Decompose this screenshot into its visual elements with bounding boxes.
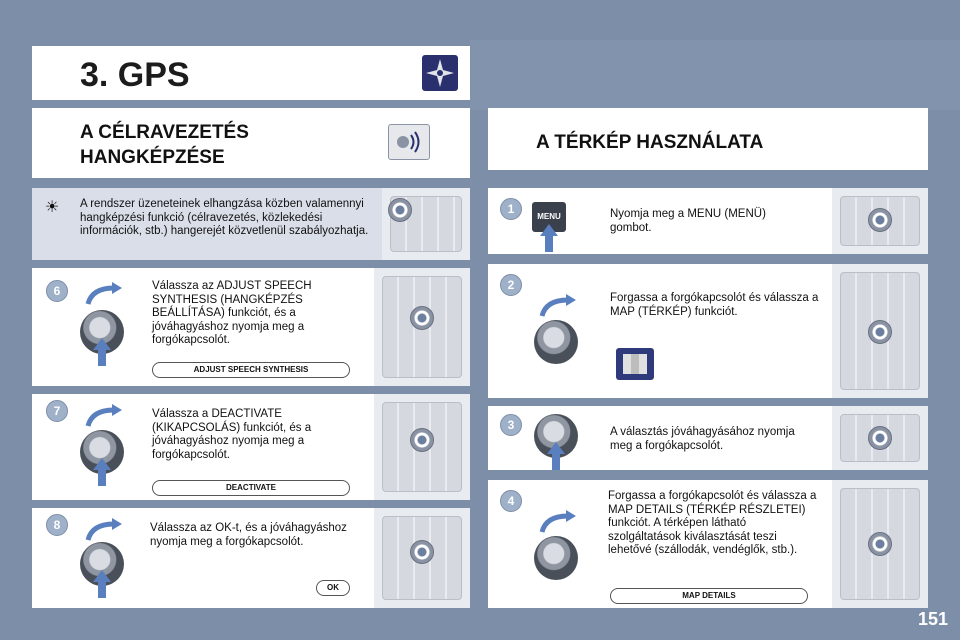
push-arrow-icon [93,458,111,486]
step-number: 7 [46,400,68,422]
rotary-knob [534,536,578,580]
step-box-3 [488,406,928,470]
adjust-speech-synthesis-label: ADJUST SPEECH SYNTHESIS [152,362,350,378]
rotary-knob [534,320,578,364]
control-panel-image [382,188,470,260]
step-text: Válassza az OK-t, és a jóváhagyáshoz nyomja meg a forgókapcsolót. [150,522,347,548]
step-text: A választás jóváhagyásához nyomja meg a forgókapcsolót. [610,426,795,452]
right-section-header [488,108,928,170]
map-details-label: MAP DETAILS [610,588,808,604]
step-box-2 [488,264,928,398]
step-number: 3 [500,414,522,436]
step-text: Válassza az ADJUST SPEECH SYNTHESIS (HANGKÉPZÉS BEÁLLÍTÁSA) funkciót, és a jóváhagyáshoz nyomja meg a forgókapcsolót. [152,280,312,346]
left-section-header [32,108,470,178]
push-arrow-icon [93,570,111,598]
rotate-arrow-icon [84,282,124,306]
control-panel-image [832,406,928,470]
left-section-title-line2: HANGKÉPZÉSE [80,147,225,168]
info-box [32,188,470,260]
page-number: 151 [917,609,948,629]
push-arrow-icon [93,338,111,366]
push-arrow-icon [547,442,565,470]
step-box-8 [32,508,470,608]
sun-info-icon: ☀ [44,199,60,216]
map-icon [616,348,654,380]
right-section-title: A TÉRKÉP HASZNÁLATA [536,132,764,153]
step-box-4 [488,480,928,608]
rotate-arrow-icon [538,510,578,534]
step-box-6 [32,268,470,386]
control-panel-image [832,264,928,398]
step-number: 6 [46,280,68,302]
control-panel-image [832,188,928,254]
step-number: 1 [500,198,522,220]
step-box-7 [32,394,470,500]
step-text: Válassza a DEACTIVATE (KIKAPCSOLÁS) funkciót, és a jóváhagyáshoz nyomja meg a forgókapcsolót. [152,408,312,461]
step-number: 4 [500,490,522,512]
step-box-1 [488,188,928,254]
rotate-arrow-icon [84,404,124,428]
step-text: Forgassa a forgókapcsolót és válassza a MAP DETAILS (TÉRKÉP RÉSZLETEI) funkciót. A térképen látható szolgáltatások kiválasztását teszi lehetővé (szállodák, vendéglők, stb.). [608,490,817,556]
control-panel-image [374,268,470,386]
step-text: Nyomja meg a MENU (MENÜ) gombot. [610,208,766,234]
voice-speech-icon [388,124,430,160]
page-title: 3. GPS [80,56,190,94]
push-arrow-icon [540,224,558,252]
left-section-title [80,120,249,170]
ok-label: OK [316,580,350,596]
info-text: A rendszer üzeneteinek elhangzása közben valamennyi hangképzési funkció (célravezetés, közlekedési információk, stb.) hangerejét közvetlenül szabályozhatja. [80,198,369,237]
step-number: 2 [500,274,522,296]
gps-crosshair-icon [422,55,458,91]
menu-button-image: MENU [532,202,566,232]
control-panel-image [374,508,470,608]
step-number: 8 [46,514,68,536]
left-section-title-line1: A CÉLRAVEZETÉS [80,122,249,143]
rotate-arrow-icon [538,294,578,318]
step-text: Forgassa a forgókapcsolót és válassza a MAP (TÉRKÉP) funkciót. [610,292,819,318]
rotate-arrow-icon [84,518,124,542]
control-panel-image [832,480,928,608]
deactivate-label: DEACTIVATE [152,480,350,496]
title-bar [32,46,470,100]
control-panel-image [374,394,470,500]
header-background [470,40,960,110]
